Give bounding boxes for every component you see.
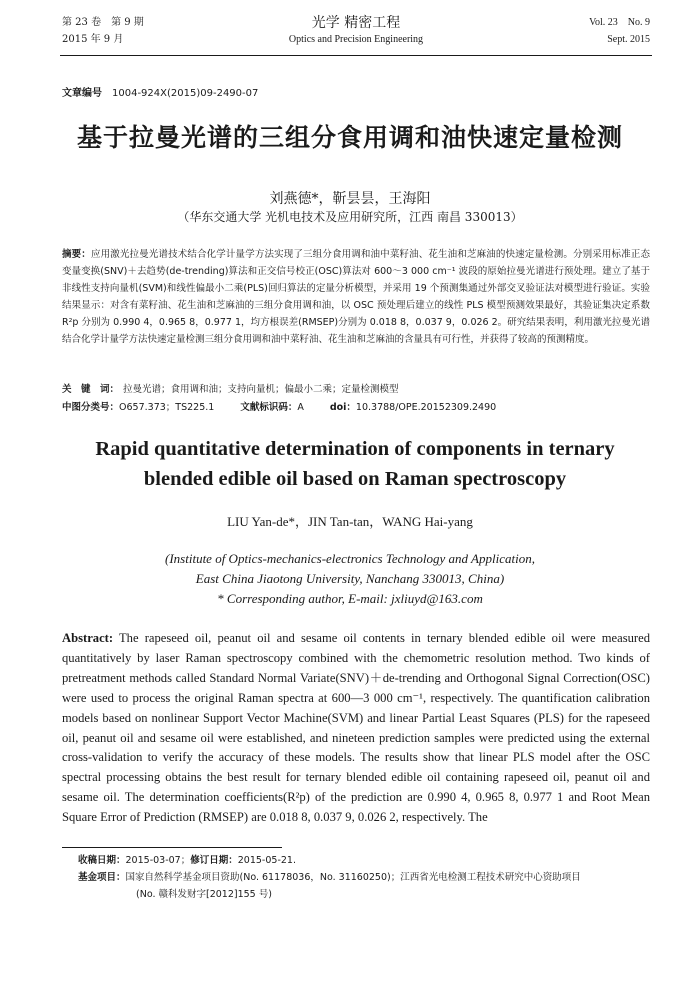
- abstract-chinese-label: 摘要：: [62, 249, 91, 260]
- title-english: Rapid quantitative determination of components in ternary blended edible oil based on Raman spectroscopy: [95, 438, 615, 490]
- abstract-english-text: The rapeseed oil, peanut oil and sesame oil contents in ternary blended edible oil were measured quantitatively by laser Raman spectroscopy combined with the chemometric resolution method. Two kinds of pretreatment methods called Standard Normal Variate(SNV)＋de-trending and Orthogonal Signal Correction(OSC) were used to process the original Raman spectra at 600—3 000 cm⁻¹, respectively. The quantification calibration models based on nonlinear Support Vector Machine(SVM) and linear Partial Least Squares (PLS) for the rapeseed oil, peanut oil and sesame oil were established, and nineteen prediction samples were predicted using the external cross-validation to verify the accuracy of these models. The results show that linear PLS model after the OSC spectral processing obtains the best result for ternary blended edible oil containing rapeseed oil, peanut oil and sesame oil. The determination coefficients(R²p) of the prediction are 0.990 4, 0.965 8, 0.977 1 and Root Mean Square Error of Prediction (RMSEP) are 0.018 8, 0.037 9, 0.026 2, respectively. The: [62, 631, 650, 825]
- affiliation-english-line-1: (Institute of Optics-mechanics-electronics Technology and Application,: [165, 551, 535, 566]
- article-number-value: 1004-924X(2015)09-2490-07: [112, 88, 259, 99]
- article-number: [62, 84, 258, 99]
- doc-code-label: 文献标识码：: [240, 402, 298, 413]
- keywords-chinese: [62, 381, 650, 398]
- running-header: [62, 14, 650, 54]
- header-journal: [62, 14, 650, 48]
- doi-label: doi：: [329, 402, 356, 413]
- affiliation-english-line-2: East China Jiaotong University, Nanchang 330013, China): [195, 571, 505, 586]
- header-volume-en: Vol. 23 No. 9: [589, 17, 650, 28]
- header-divider: [60, 55, 652, 56]
- abstract-english: [62, 629, 650, 828]
- article-number-label: 文章编号: [62, 88, 102, 99]
- title-chinese: 基于拉曼光谱的三组分食用调和油快速定量检测: [76, 123, 623, 152]
- header-date-en: Sept. 2015: [607, 34, 650, 45]
- abstract-chinese-text: 应用激光拉曼光谱技术结合化学计量学方法实现了三组分食用调和油中菜籽油、花生油和芝麻油的快速定量检测。分别采用标准正态变量变换(SNV)＋去趋势(de-trending)算法和正交信号校正(OSC)算法对 600～3 000 cm⁻¹ 波段的原始拉曼光谱进行预处理。建立了基于非线性支持向量机(SVM)和线性偏最小二乘(PLS)回归算法的定量分析模型，并采用 19 个预测集通过外部交叉验证法对模型进行验证。实验结果显示：对含有菜籽油、花生油和芝麻油的三组分食用调和油，以 OSC 预处理后建立的线性 PLS 模型预测效果最好，其验证集决定系数 R²p 分别为 0.990 4，0.965 8，0.977 1，均方根误差(RMSEP)分别为 0.018 8，0.037 9，0.026 2。研究结果表明，利用激光拉曼光谱结合化学计量学方法快速定量检测三组分食用调和油中菜籽油、花生油和芝麻油的含量具有可行性，并获得了较高的预测精度。: [62, 249, 651, 345]
- header-right: [589, 14, 650, 48]
- header-volume-cn: 第 23 卷 第 9 期: [62, 17, 144, 28]
- classification-line: [62, 399, 650, 416]
- authors-english: LIU Yan-de*，JIN Tan-tan，WANG Hai-yang: [227, 514, 473, 529]
- revised-label: 修订日期：: [190, 855, 238, 866]
- abstract-chinese: [62, 246, 650, 348]
- funding-line-2: (No. 赣科发财字[2012]155 号): [136, 889, 272, 900]
- funding-label: 基金项目：: [78, 872, 126, 883]
- corresponding-author: * Corresponding author, E-mail: jxliuyd@163.com: [217, 591, 483, 606]
- clc-label: 中图分类号：: [62, 402, 120, 413]
- journal-name-cn: 光学 精密工程: [311, 15, 401, 31]
- doi-value: 10.3788/OPE.20152309.2490: [355, 402, 497, 413]
- doc-code-value: A: [297, 402, 304, 413]
- footnote-divider: [62, 847, 282, 848]
- abstract-english-label: Abstract:: [62, 631, 114, 645]
- received-date: 2015-03-07；: [125, 855, 191, 866]
- revised-date: 2015-05-21.: [237, 855, 296, 866]
- funding-line-1: 国家自然科学基金项目资助(No. 61178036，No. 31160250)；江西省光电检测工程技术研究中心资助项目: [125, 872, 581, 883]
- affiliation-english: [0, 549, 700, 609]
- clc-value: O657.373；TS225.1: [119, 402, 215, 413]
- received-label: 收稿日期：: [78, 855, 126, 866]
- footnote-funding: [78, 869, 650, 886]
- keywords-text: 拉曼光谱；食用调和油；支持向量机；偏最小二乘；定量检测模型: [123, 384, 399, 395]
- affiliation-chinese: （华东交通大学 光机电技术及应用研究所，江西 南昌 330013）: [177, 210, 523, 224]
- journal-name-en: Optics and Precision Engineering: [288, 34, 424, 45]
- keywords-label: 关 键 词：: [62, 384, 120, 395]
- footnotes: [78, 852, 650, 903]
- footnote-dates: [78, 852, 650, 869]
- authors-chinese: 刘燕德*，靳昙昙，王海阳: [269, 191, 431, 207]
- header-date-cn: 2015 年 9 月: [62, 34, 124, 45]
